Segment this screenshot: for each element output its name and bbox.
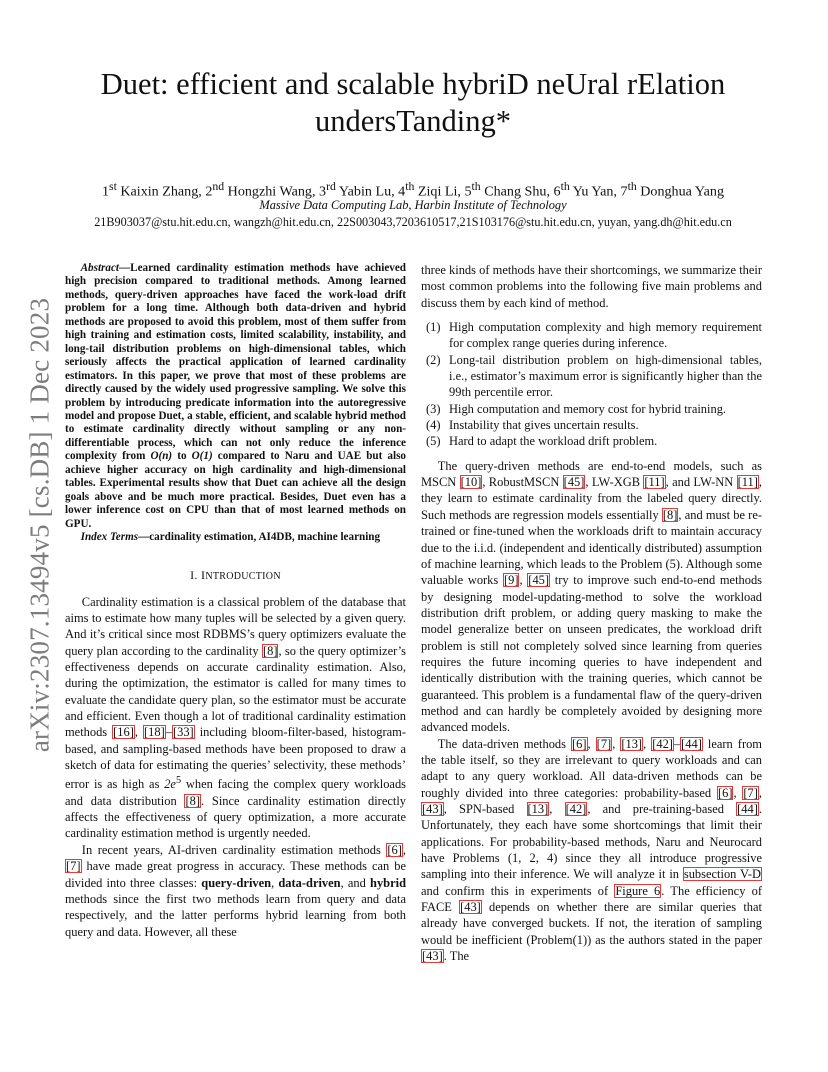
problem-text: Instability that gives uncertain results. bbox=[449, 418, 639, 433]
paragraph-text: Cardinality estimation is a classical problem of the database that aims to estimate how many tuples will be selected by a given query. And it’s critical since most RDBMS’s query optimizers evaluate the query plan according to the cardinality bbox=[65, 594, 406, 658]
title-line-2: undersTanding* bbox=[314, 104, 512, 138]
paper-title bbox=[62, 66, 764, 140]
author-name: Yabin Lu, bbox=[338, 183, 395, 200]
author-ordinal-suffix: st bbox=[109, 180, 117, 193]
abstract bbox=[65, 262, 406, 531]
problem-text: High computation complexity and high memory requirement for complex range queries during inference. bbox=[449, 320, 762, 351]
citation-link[interactable]: [42] bbox=[565, 802, 587, 816]
paragraph-text: , SPN-based bbox=[443, 802, 527, 816]
citation-link[interactable]: [13] bbox=[527, 802, 549, 816]
citation-link[interactable]: [6] bbox=[717, 785, 733, 800]
paragraph-text: , and LW-NN bbox=[665, 475, 737, 490]
paragraph-text: and confirm this in experiments of bbox=[421, 883, 615, 898]
paragraph-text: – bbox=[165, 725, 172, 740]
abstract-label: Abstract bbox=[80, 262, 119, 274]
paragraph-text: – bbox=[673, 736, 681, 751]
paragraph-text: , and must be re-trained or fine-tuned when the workloads drift to maintain accuracy due to the i.i.d. (independent and identically distributed) assumption of machine learning, which leads to the Problem (5). Although some valuable works bbox=[421, 507, 762, 588]
math-inline: 2e bbox=[164, 777, 176, 792]
author-ordinal-suffix: th bbox=[471, 180, 481, 193]
citation-link[interactable]: [43] bbox=[460, 900, 481, 915]
abstract-text: compared to Naru and UAE but also achieve higher accuracy on high cardinality and high-dimensional tables. Experimental results show that Duet can achieve all the design goals above and be much more practical. Besides, Duet even has a lower inference cost on CPU than that of most learned methods on GPU. bbox=[65, 450, 406, 530]
paragraph-text: , and pre-training-based bbox=[587, 802, 737, 816]
section-heading-introduction bbox=[65, 568, 406, 583]
paragraph-text: The query-driven methods are end-to-end models, such as MSCN bbox=[421, 458, 762, 490]
problem-item bbox=[421, 401, 762, 417]
paragraph-text: . Unfortunately, they each have some shortcomings that limit their applications. For probability-based methods, Naru and Neurocard have Problems (1, 2, 4) since they all introduce progressive sampling into their inference. We will analyze it in bbox=[421, 802, 762, 882]
problem-text: Hard to adapt the workload drift problem. bbox=[449, 434, 658, 449]
paragraph-text: , RobustMSCN bbox=[482, 475, 563, 490]
abstract-text: to bbox=[172, 450, 192, 463]
section-title-rest: NTRODUCTION bbox=[205, 570, 281, 582]
figure-reference-link[interactable]: Figure 6 bbox=[615, 883, 661, 898]
citation-link[interactable]: [8] bbox=[185, 793, 200, 808]
affiliation: Massive Data Computing Lab, Harbin Institute of Technology bbox=[259, 198, 567, 212]
problem-number: (5) bbox=[426, 434, 441, 449]
section-title-initial: I bbox=[201, 567, 206, 582]
index-terms bbox=[65, 531, 406, 544]
paragraph-text: , bbox=[643, 736, 652, 751]
arxiv-side-label bbox=[22, 290, 58, 760]
title-line-1: Duet: efficient and scalable hybriD neUral rElation bbox=[100, 67, 726, 101]
citation-link[interactable]: [16] bbox=[113, 725, 134, 740]
problem-text: High computation and memory cost for hybrid training. bbox=[449, 401, 727, 416]
paragraph-text: including bloom-filter-based, histogram-based, and sampling-based methods have been proposed to draw a sketch of data for estimating the queries’ selectivity, these methods’ error is as high as bbox=[65, 725, 406, 792]
citation-link[interactable]: [13] bbox=[621, 736, 643, 751]
paragraph-text: have made great progress in accuracy. These methods can be divided into three classes: bbox=[65, 859, 406, 890]
paragraph-text: try to improve such end-to-end methods by designing model-updating-method to solve the workload distribution drift problem, or adding query masking to make the model generalize better on unseen predicates, the workload drift problem is still not completely solved since learning from queries requires the future incoming queries to have independent and identically distribution with the training queries, which cannot be guaranteed. This problem is a fundamental flaw of the query-driven method and can hardly be completely avoided by designing more advanced models. bbox=[421, 573, 763, 735]
paragraph-text: depends on whether there are similar queries that already have converged buckets. If not, the iteration of sampling would be inefficient (Problem(1)) as the authors stated in the paper bbox=[421, 900, 762, 947]
citation-link[interactable]: [9] bbox=[503, 573, 519, 588]
citation-link[interactable]: [43] bbox=[422, 949, 443, 964]
paragraph-text: , bbox=[758, 785, 763, 800]
paragraph-text: . Since cardinality estimation directly affects the effectiveness of query optimization, a more accurate cardinality estimation method is urgently needed. bbox=[65, 793, 406, 841]
citation-link[interactable]: [11] bbox=[737, 475, 758, 490]
problem-item bbox=[421, 352, 762, 401]
problem-list bbox=[421, 319, 762, 450]
paragraph-text: , so the query optimizer’s effectiveness depends on accurate cardinality estimation. Also, during the optimization, the estimator is called for many times to evaluate the candidate query plan, so the estimator must be accurate and efficient. Even though a lot of traditional cardinality estimation methods bbox=[65, 643, 406, 740]
paragraph-text: , and bbox=[340, 875, 371, 890]
citation-link[interactable]: [44] bbox=[737, 802, 758, 816]
paragraph-text: when facing the complex query workloads and data distribution bbox=[65, 777, 406, 808]
author-name: Ziqi Li, bbox=[417, 183, 461, 200]
author-name: Donghua Yang bbox=[640, 183, 725, 200]
citation-link[interactable]: [18] bbox=[144, 725, 165, 740]
author-ordinal: 2 bbox=[205, 183, 213, 200]
citation-link[interactable]: [8] bbox=[662, 507, 678, 522]
problem-item bbox=[421, 417, 762, 433]
math-superscript: 5 bbox=[175, 775, 182, 787]
problem-item bbox=[421, 433, 762, 449]
citation-link[interactable]: [42] bbox=[652, 736, 673, 751]
problem-number: (4) bbox=[426, 418, 441, 433]
problem-text: Long-tail distribution problem on high-dimensional tables, i.e., estimator’s maximum error is significantly higher than the 99th percentile error. bbox=[449, 352, 762, 400]
author-emails: 21B903037@stu.hit.edu.cn, wangzh@hit.edu.cn, 22S003043,7203610517,21S103176@stu.hit.edu.cn, yuyan, yang.dh@hit.edu.cn bbox=[94, 215, 732, 229]
math-inline: O(1) bbox=[191, 450, 213, 463]
author-ordinal-suffix: nd bbox=[212, 180, 225, 193]
bold-term: query-driven bbox=[201, 875, 272, 890]
problem-item bbox=[421, 319, 762, 352]
paragraph-text: , LW-XGB bbox=[585, 475, 644, 490]
citation-link[interactable]: [33] bbox=[172, 725, 194, 740]
index-terms-label: Index Terms bbox=[80, 531, 139, 544]
author-name: Yu Yan, bbox=[572, 183, 617, 200]
problems-intro-paragraph: three kinds of methods have their shortcomings, we summarize their most common problems into the following five main problems and discuss them by each kind of method. bbox=[421, 263, 762, 310]
author-ordinal-suffix: th bbox=[627, 180, 637, 193]
paragraph-text: . The bbox=[443, 949, 470, 964]
author-ordinal-suffix: th bbox=[560, 180, 570, 193]
citation-link[interactable]: [43] bbox=[422, 802, 443, 816]
citation-link[interactable]: [7] bbox=[596, 736, 612, 751]
paragraph-text: , bbox=[271, 875, 279, 890]
author-name: Chang Shu, bbox=[484, 183, 550, 200]
problem-number: (2) bbox=[426, 352, 441, 367]
section-reference-link[interactable]: subsection V-D bbox=[683, 867, 761, 882]
paragraph-text: , bbox=[402, 842, 406, 857]
index-terms-text: —cardinality estimation, AI4DB, machine learning bbox=[138, 531, 381, 544]
paragraph-text: , bbox=[549, 802, 565, 816]
problem-number: (1) bbox=[426, 320, 441, 335]
query-driven-paragraph bbox=[421, 458, 762, 736]
author-name: Kaixin Zhang, bbox=[120, 183, 202, 200]
paragraph-text: , bbox=[612, 736, 621, 751]
author-ordinal: 6 bbox=[553, 183, 561, 200]
citation-link[interactable]: [8] bbox=[262, 643, 278, 658]
citation-link[interactable]: [10] bbox=[460, 475, 482, 490]
paragraph-text: , they learn to estimate cardinality from the labeled query directly. Such methods are regression models essentially bbox=[421, 475, 762, 522]
paragraph-text: , bbox=[134, 725, 144, 740]
intro-paragraph-1 bbox=[65, 594, 406, 842]
left-column bbox=[65, 262, 406, 940]
citation-link[interactable]: [11] bbox=[644, 475, 665, 490]
arxiv-identifier: arXiv:2307.13494v5 [cs.DB] 1 Dec 2023 bbox=[24, 297, 55, 753]
citation-link[interactable]: [6] bbox=[572, 736, 587, 751]
section-number: I. bbox=[190, 567, 202, 582]
author-ordinal: 3 bbox=[319, 183, 327, 200]
data-driven-paragraph bbox=[421, 736, 762, 965]
author-ordinal-suffix: rd bbox=[326, 180, 336, 193]
author-ordinal-suffix: th bbox=[405, 180, 415, 193]
paragraph-text: , bbox=[519, 573, 528, 588]
intro-paragraph-2 bbox=[65, 842, 406, 940]
paragraph-text: The data-driven methods bbox=[437, 736, 572, 751]
paragraph-text: , bbox=[733, 785, 743, 800]
citation-link[interactable]: [44] bbox=[681, 736, 702, 751]
abstract-text: —Learned cardinality estimation methods have achieved high precision compared to traditional methods. Among learned methods, query-driven approaches have faced the work-load drift problem for a long time. Although both data-driven and hybrid methods are proposed to avoid this problem, most of them suffer from high training and estimation costs, limited scalability, instability, and long-tail distribution problems on high-dimensional tables, which seriously affects the practical application of learned cardinality estimators. In this paper, we prove that most of these problems are directly caused by the widely used progressive sampling. We solve this problem by introducing predicate information into the autoregressive model and propose Duet, a stable, efficient, and scalable hybrid method to estimate cardinality directly without sampling or any non-differentiable process, which can not only reduce the inference complexity from bbox=[65, 262, 406, 463]
bold-term: data-driven bbox=[278, 875, 341, 890]
paragraph-text: learn from the table itself, so they are irrelevant to query workloads and can adapt to any query workload. All data-driven methods can be roughly divided into three categories: probability-based bbox=[421, 736, 762, 800]
problem-number: (3) bbox=[426, 401, 441, 416]
paragraph-text: methods since the first two methods learn from query and data respectively, and the latter performs hybrid learning from both query and data. However, all these bbox=[65, 891, 406, 939]
paragraph-text: , bbox=[587, 736, 596, 751]
citation-link[interactable]: [45] bbox=[528, 573, 550, 588]
author-ordinal: 4 bbox=[398, 183, 406, 200]
citation-link[interactable]: [45] bbox=[563, 475, 585, 490]
author-name: Hongzhi Wang, bbox=[227, 183, 316, 200]
author-ordinal: 5 bbox=[464, 183, 472, 200]
citation-link[interactable]: [6] bbox=[387, 842, 402, 857]
citation-link[interactable]: [7] bbox=[743, 785, 758, 800]
paragraph-text: In recent years, AI-driven cardinality estimation methods bbox=[81, 842, 387, 857]
citation-link[interactable]: [7] bbox=[66, 859, 81, 874]
author-ordinal: 7 bbox=[620, 183, 628, 200]
author-ordinal: 1 bbox=[101, 183, 109, 200]
paragraph-text: . The efficiency of FACE bbox=[421, 883, 762, 915]
bold-term: hybrid bbox=[370, 875, 406, 890]
math-inline: O(n) bbox=[150, 450, 173, 463]
right-column bbox=[421, 262, 762, 964]
